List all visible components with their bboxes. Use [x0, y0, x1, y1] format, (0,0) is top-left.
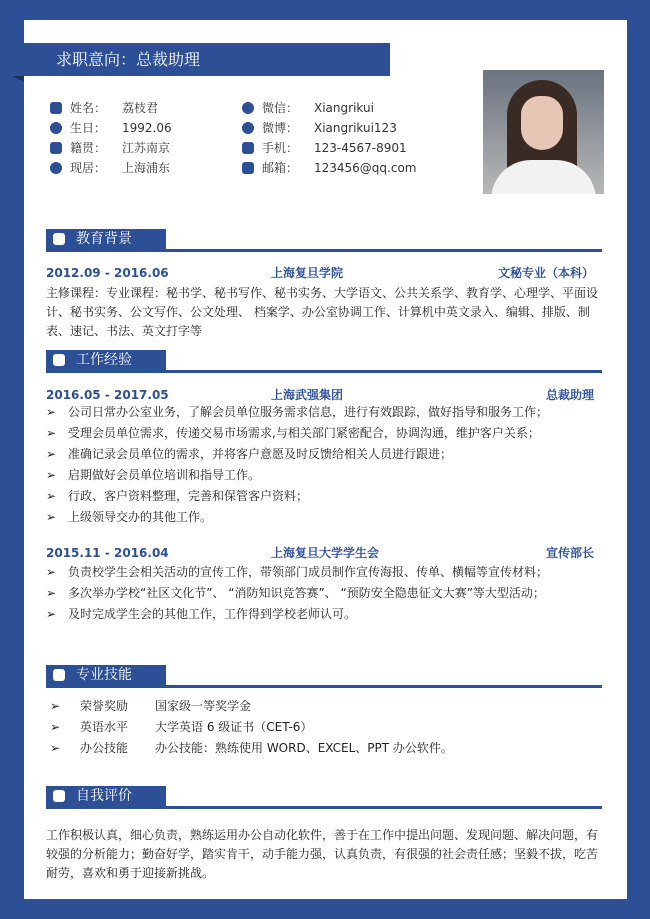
work-heading: 工作经验	[76, 352, 132, 368]
education-school: 上海复旦学院	[271, 266, 344, 280]
hometown-icon	[50, 142, 62, 154]
section-education	[46, 229, 602, 252]
birthday-icon	[50, 122, 62, 134]
job-2-org: 上海复旦大学学生会	[271, 546, 380, 560]
job-objective-banner: 求职意向：总裁助理	[12, 43, 390, 76]
wechat-value: Xiangrikui	[314, 101, 374, 115]
job-1-period: 2016.05 - 2017.05	[46, 388, 169, 402]
gears-icon	[53, 669, 65, 681]
skills-list	[46, 696, 606, 759]
residence-value: 上海浦东	[122, 161, 171, 175]
briefcase-icon	[53, 354, 65, 366]
section-skills	[46, 665, 602, 688]
location-icon	[50, 162, 62, 174]
education-heading: 教育背景	[76, 231, 132, 247]
education-period: 2012.09 - 2016.06	[46, 266, 169, 280]
email-value: 123456@qq.com	[314, 161, 417, 175]
wechat-icon	[242, 102, 254, 114]
profile-photo	[483, 70, 604, 194]
list-item: ➢ 行政、客户资料整理，完善和保管客户资料；	[46, 489, 309, 503]
hometown-value: 江苏南京	[122, 141, 171, 155]
list-item: ➢ 上级领导交办的其他工作。	[46, 510, 213, 524]
list-item: ➢ 及时完成学生会的其他工作，工作得到学校老师认可。	[46, 607, 357, 621]
weibo-icon	[242, 122, 254, 134]
resume-page: 求职意向：总裁助理 姓名： 荔枝君 生日： 1992.06 籍贯： 江苏南京 现居： 上海浦东 微信： Xiangrikui 微博： Xiangrikui123 手机： 123-4567-8901 邮箱： 123456@qq.com 教育背景 2012.09 - 2016.06 上海复旦学院 文秘专业（本科） 主修课程：专业课程：秘书学、秘书写作、秘书实务、大学语文、公共关系学、教育学、心理学、平面设计、秘书实务、公文写作、公文处理、 档案学、办公室协调工作、计算机中英文录入、编辑、排版、制表、速记、书法、英文打字等 工作经验 2016.05 - 2017.05 上海武强集团 总裁助理 ➢ 公司日常办公室业务，了解会员单位服务需求信息，进行有效跟踪，做好指导和服务工作； ➢ 受理会员单位需求，传递交易市场需求,与相关部门紧密配合，协调沟通，维护客户关系； ➢ 准确记录会员单位的需求，并将客户意愿及时反馈给相关人员进行跟进； ➢ 启期做好会员单位培训和指导工作。 ➢ 行政、客户资料整理，完善和保管客户资料； ➢ 上级领导交办的其他工作。 2015.11 - 2016.04 上海复旦大学学生会 宣传部长 ➢ 负责校学生会相关活动的宣传工作，带领部门成员制作宣传海报、传单、横幅等宣传材料； ➢ 多次举办学校“社区文化节”、 “消防知识竞答赛”、 “预防安全隐患征文大赛”等大型活动； ➢ 及时完成学生会的其他工作，工作得到学校老师认可。 专业技能 ➢ 荣誉奖励 国家级一等奖学金 ➢ 英语水平 大学英语 6 级证书（CET-6） ➢ 办公技能 办公技能：熟练使用 WORD、EXCEL、PPT 办公软件。 自我评价 工作积极认真，细心负责，熟练运用办公自动化软件，善于在工作中提出问题、发现问题、解决问题，有较强的分析能力；勤奋好学，踏实肯干，动手能力强，认真负责，有很强的社会责任感；坚毅不拔，吃苦耐劳，喜欢和勇于迎接新挑战。	[24, 20, 627, 899]
skills-heading: 专业技能	[76, 667, 132, 683]
education-icon	[53, 233, 65, 245]
job-1-org: 上海武强集团	[271, 388, 344, 402]
mail-icon	[242, 162, 254, 174]
education-entry-header	[46, 265, 594, 281]
job-2-duties	[46, 562, 606, 625]
job-1-duties	[46, 402, 606, 528]
job-2-role: 宣传部长	[545, 546, 594, 560]
self-evaluation-text: 工作积极认真，细心负责，熟练运用办公自动化软件，善于在工作中提出问题、发现问题、解决问题，有较强的分析能力；勤奋好学，踏实肯干，动手能力强，认真负责，有很强的社会责任感；坚毅不拔，吃苦耐劳，喜欢和勇于迎接新挑战。	[46, 828, 599, 880]
section-work	[46, 350, 602, 373]
education-courses: 主修课程：专业课程：秘书学、秘书写作、秘书实务、大学语文、公共关系学、教育学、心理学、平面设计、秘书实务、公文写作、公文处理、 档案学、办公室协调工作、计算机中英文录入、编辑、排版、制表、速记、书法、英文打字等	[46, 286, 599, 338]
education-major: 文秘专业（本科）	[497, 266, 594, 280]
list-item: ➢ 受理会员单位需求，传递交易市场需求,与相关部门紧密配合，协调沟通，维护客户关系；	[46, 426, 540, 440]
weibo-value: Xiangrikui123	[314, 121, 397, 135]
person-icon	[50, 102, 62, 114]
job-1-role: 总裁助理	[545, 388, 594, 402]
phone-icon	[242, 142, 254, 154]
list-item: ➢ 公司日常办公室业务，了解会员单位服务需求信息，进行有效跟踪，做好指导和服务工作；	[46, 405, 549, 419]
user-badge-icon	[53, 790, 65, 802]
section-self-evaluation	[46, 786, 602, 809]
list-item: ➢ 办公技能 办公技能：熟练使用 WORD、EXCEL、PPT 办公软件。	[50, 741, 453, 755]
list-item: ➢ 多次举办学校“社区文化节”、 “消防知识竞答赛”、 “预防安全隐患征文大赛”等大型活动；	[46, 586, 545, 600]
self-heading: 自我评价	[76, 788, 132, 804]
list-item: ➢ 启期做好会员单位培训和指导工作。	[46, 468, 261, 482]
phone-value: 123-4567-8901	[314, 141, 407, 155]
list-item: ➢ 英语水平 大学英语 6 级证书（CET-6）	[50, 720, 313, 734]
job-2-header	[46, 545, 594, 561]
list-item: ➢ 准确记录会员单位的需求，并将客户意愿及时反馈给相关人员进行跟进；	[46, 447, 453, 461]
job-1-header	[46, 387, 594, 403]
list-item: ➢ 荣誉奖励 国家级一等奖学金	[50, 699, 252, 713]
name-value: 荔枝君	[122, 101, 159, 115]
job-2-period: 2015.11 - 2016.04	[46, 546, 169, 560]
birthday-value: 1992.06	[122, 121, 172, 135]
list-item: ➢ 负责校学生会相关活动的宣传工作，带领部门成员制作宣传海报、传单、横幅等宣传材料；	[46, 565, 549, 579]
